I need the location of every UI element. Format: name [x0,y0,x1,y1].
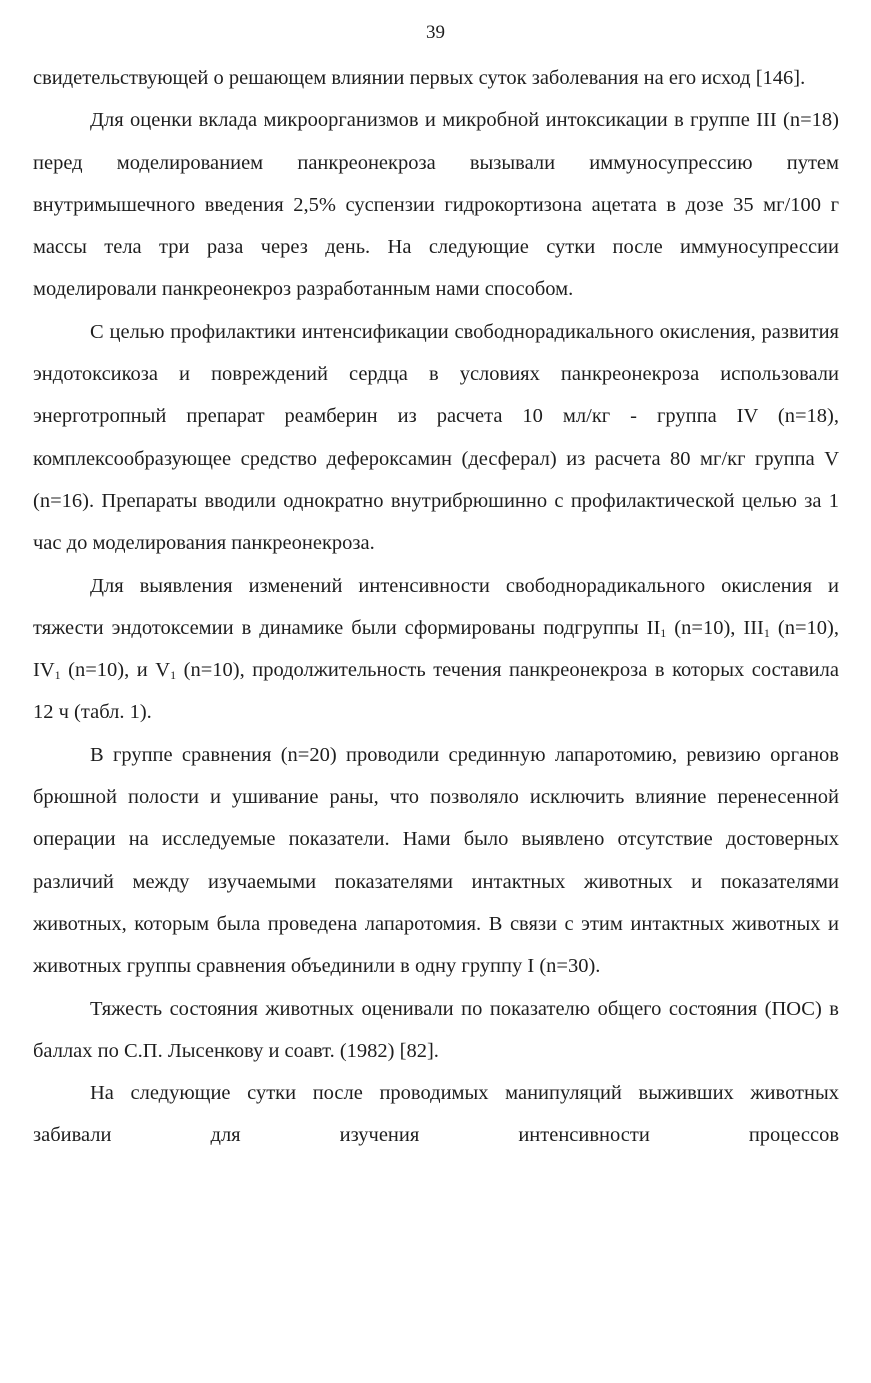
document-body [33,57,839,1157]
page-number: 39 [426,22,445,43]
subscript-1: 1 [660,625,667,640]
paragraph-4 [33,565,839,734]
subscript-3: 1 [54,668,61,683]
paragraph-4-text-3: (n=10), IV [33,616,839,682]
paragraph-4-text-4: (n=10), и V [60,659,171,682]
paragraph-3: С целью профилактики интенсификации свободнорадикального окисления, развития эндотоксикоза и повреждений сердца в условиях панкреонекроза использовали энерготропный препарат реамберин из расчета 10 мл/кг - группа IV (n=18), комплексообразующее средство дефероксамин (десферал) из расчета 80 мг/кг группа V (n=16). Препараты вводили однократно внутрибрюшинно с профилактической целью за 1 час до моделирования панкреонекроза. [33,320,839,555]
paragraph-5: В группе сравнения (n=20) проводили срединную лапаротомию, ревизию органов брюшной полости и ушивание раны, что позволяло исключить влияние перенесенной операции на исследуемые показатели. Нами было выявлено отсутствие достоверных различий между изучаемыми показателями интактных животных и показателями животных, которым была проведена лапаротомия. В связи с этим интактных животных и животных группы сравнения объединили в одну группу I (n=30). [33,743,839,978]
subscript-4: 1 [170,668,177,683]
paragraph-7: На следующие сутки после проводимых манипуляций выживших животных забивали для изучения интенсивности процессов [33,1082,839,1147]
paragraph-6: Тяжесть состояния животных оценивали по показателю общего состояния (ПОС) в баллах по С.П. Лысенкову и соавт. (1982) [82]. [33,997,839,1062]
paragraph-4-text-2: (n=10), III [666,616,764,639]
paragraph-4-text-5: (n=10), продолжительность течения панкреонекроза в которых составила 12 ч (табл. 1). [33,659,839,724]
paragraph-1: свидетельствующей о решающем влиянии первых суток заболевания на его исход [146]. [33,67,806,89]
subscript-2: 1 [763,625,770,640]
paragraph-2: Для оценки вклада микроорганизмов и микробной интоксикации в группе III (n=18) перед моделированием панкреонекроза вызывали иммуносупрессию путем внутримышечного введения 2,5% суспензии гидрокортизона ацетата в дозе 35 мг/100 г массы тела три раза через день. На следующие сутки после иммуносупрессии моделировали панкреонекроз разработанным нами способом. [33,109,839,301]
paragraph-4-text-1: Для выявления изменений интенсивности свободнорадикального окисления и тяжести эндотоксемии в динамике были сформированы подгруппы II [33,574,839,639]
